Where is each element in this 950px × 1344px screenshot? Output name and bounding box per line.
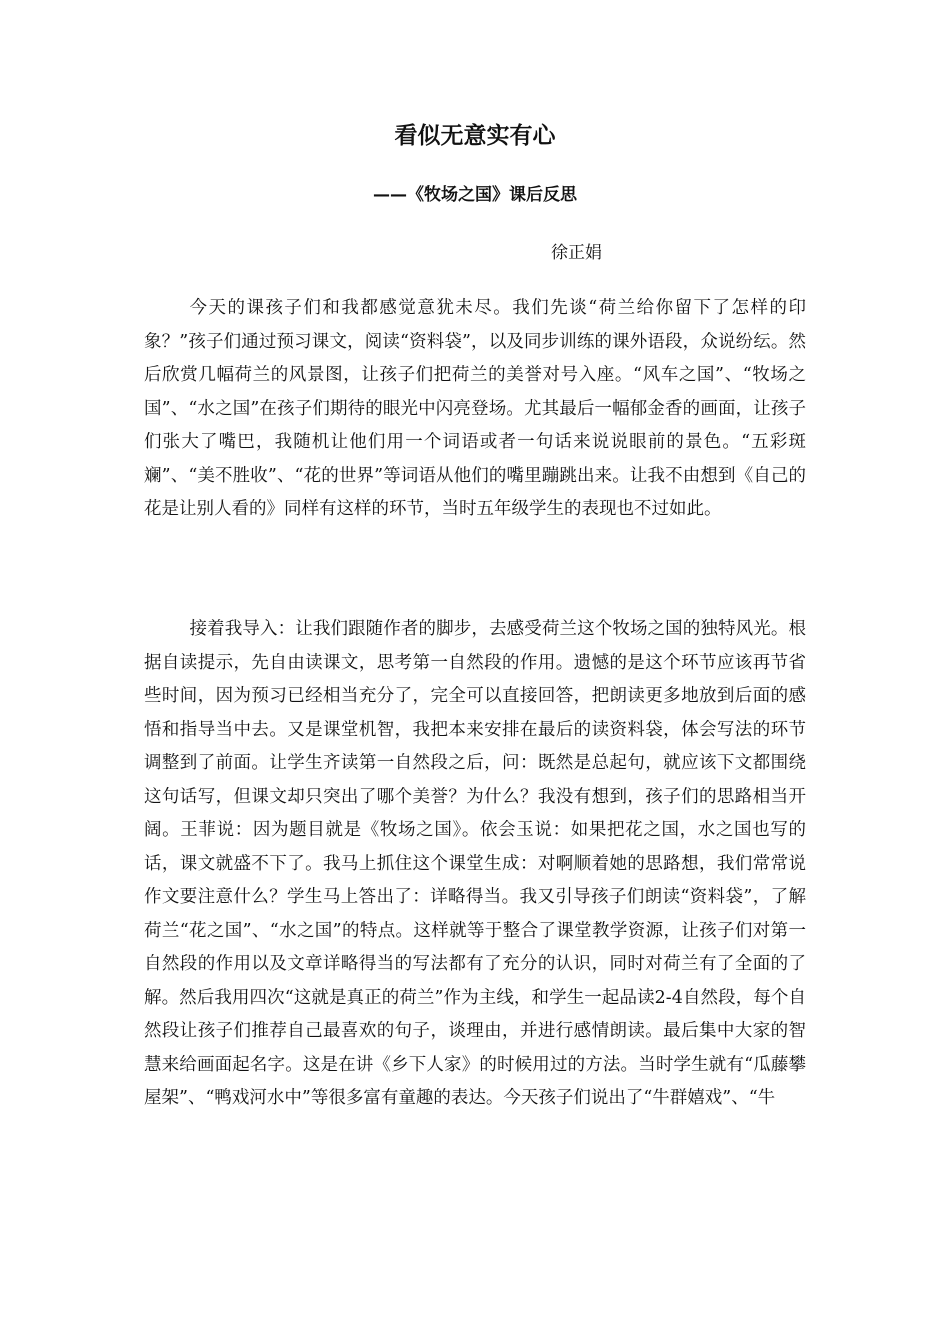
document-subtitle: ——《牧场之国》课后反思 bbox=[373, 185, 577, 205]
body-paragraph-1: 今天的课孩子们和我都感觉意犹未尽。我们先谈“荷兰给你留下了怎样的印象？”孩子们通过预习课文，阅读“资料袋”，以及同步训练的课外语段，众说纷纭。然后欣赏几幅荷兰的风景图，让孩子们把荷兰的美誉对号入座。“风车之国”、“牧场之国”、“水之国”在孩子们期待的眼光中闪亮登场。尤其最后一幅郁金香的画面，让孩子们张大了嘴巴，我随机让他们用一个词语或者一句话来说说眼前的景色。“五彩斑斓”、“美不胜收”、“花的世界”等词语从他们的嘴里蹦跳出来。让我不由想到《自己的花是让别人看的》同样有这样的环节，当时五年级学生的表现也不过如此。 bbox=[144, 298, 806, 519]
document-title: 看似无意实有心 bbox=[394, 123, 556, 149]
body-paragraph-2: 接着我导入：让我们跟随作者的脚步，去感受荷兰这个牧场之国的独特风光。根据自读提示，先自由读课文，思考第一自然段的作用。遗憾的是这个环节应该再节省些时间，因为预习已经相当充分了，完全可以直接回答，把朗读更多地放到后面的感悟和指导当中去。又是课堂机智，我把本来安排在最后的读资料袋，体会写法的环节调整到了前面。让学生齐读第一自然段之后，问：既然是总起句，就应该下文都围绕这句话写，但课文却只突出了哪个美誉？为什么？我没有想到，孩子们的思路相当开阔。王菲说：因为题目就是《牧场之国》。依会玉说：如果把花之国，水之国也写的话，课文就盛不下了。我马上抓住这个课堂生成：对啊顺着她的思路想，我们常常说作文要注意什么？学生马上答出了：详略得当。我又引导孩子们朗读“资料袋”，了解荷兰“花之国”、“水之国”的特点。这样就等于整合了课堂教学资源，让孩子们对第一自然段的作用以及文章详略得当的写法都有了充分的认识，同时对荷兰有了全面的了解。然后我用四次“这就是真正的荷兰”作为主线，和学生一起品读2-4自然段，每个自然段让孩子们推荐自己最喜欢的句子，谈理由，并进行感情朗读。最后集中大家的智慧来给画面起名字。这是在讲《乡下人家》的时候用过的方法。当时学生就有“瓜藤攀屋架”、“鸭戏河水中”等很多富有童趣的表达。今天孩子们说出了“牛群嬉戏”、“牛 bbox=[144, 619, 806, 1108]
document-author: 徐正娟 bbox=[551, 243, 602, 263]
